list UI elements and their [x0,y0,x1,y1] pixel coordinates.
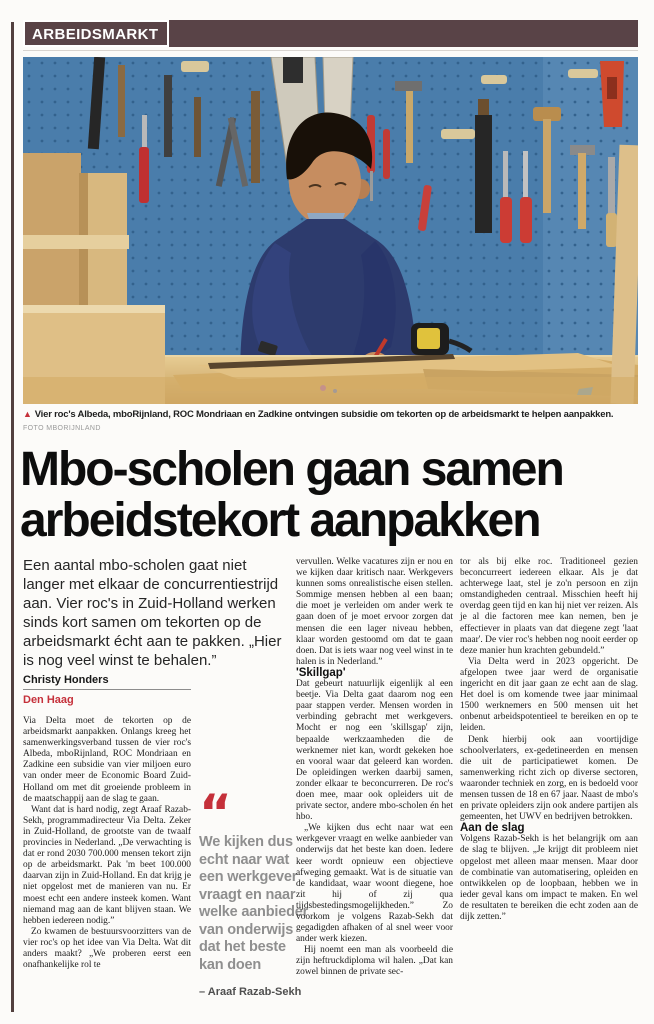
pull-quote-attribution: – Araaf Razab-Sekh [199,986,302,998]
paragraph: „We kijken dus echt naar wat een werkgever vraagt en welke aanbieder van onderwijs dat het beste kan doen. Iedere keer wordt opnieuw een objectieve afweging gemaakt. Wat is de situatie van de kandidaat, waar woont diegene, hoe zit hij of zij qua tijdsbestedingsmogelijkheden.” Zo voorkom je volgens Razab-Sekh dat gegadigden afhaken of al snel weer voor ander werk kiezen. [296,823,453,945]
column-3 [460,557,638,923]
subhead-skillgap: 'Skillgap' [296,666,346,679]
quote-mark-icon: “ [199,784,229,842]
column-1 [23,716,191,971]
subhead-aan-de-slag: Aan de slag [460,822,525,835]
section-bar-underline [23,50,638,51]
headline-line2: arbeidstekort aanpakken [20,494,540,547]
article-lede: Een aantal mbo-scholen gaat niet langer met elkaar de concurrentiestrijd aan. Vier roc's in Zuid-Holland werken sinds kort samen om tekorten op de arbeidsmarkt écht aan te pakken. „Hier is nog veel winst te behalen.” [23,557,282,669]
byline-location: Den Haag [23,694,74,706]
headline-line1: Mbo-scholen gaan samen [20,443,563,496]
article-headline [20,444,645,546]
workshop-photo-illustration [23,57,638,404]
paragraph: Via Delta werd in 2023 opgericht. De afgelopen twee jaar werd de organisatie ingericht en dit jaar gaan ze echt aan de slag. Het doel is om komende twee jaar minimaal 1500 werknemers en 500 mensen uit het onbenut arbeidspotentieel te bereiken en op te leiden. [460,656,638,734]
photo-caption [23,409,641,420]
section-bar [23,20,638,47]
paragraph: Zo kwamen de bestuursvoorzitters van de vier roc's op het idee van Via Delta. Wat dit anders maakt? „We proberen eerst een onafhankelijke rol te [23,926,191,971]
photo-credit: FOTO MBORIJNLAND [23,425,101,432]
byline-rule [23,689,191,690]
paragraph: tor als bij elke roc. Traditioneel gezien beconcurreert iedereen elkaar. Als je dat achterwege laat, stel je zo'n persoon en zijn omstandigheden centraal. Misschien heeft hij overdag geen tijd en kan hij niet ver reizen. Als je al die factoren mee kan nemen, ben je effectiever in plaats van dat diegene zegt 'laat maar'. De vier roc's hebben nog nooit eerder op deze manier hun krachten gebundeld.” [460,557,638,656]
paragraph: Denk hierbij ook aan voortijdige schoolverlaters, ex-gedetineerden en mensen die uit de participatiewet komen. De samenwerking richt zich op diverse sectoren, waaronder techniek en zorg, en is bedoeld voor mensen tussen de 18 en 67 jaar. Naast de mbo's en private opleiders zijn ook andere partijen als gemeenten, het UWV en bedrijven betrokken. [460,734,638,823]
article-body [23,556,638,1018]
paragraph: Dat gebeurt natuurlijk eigenlijk al een beetje. Via Delta gaat daarom nog een paar stappen verder. Mensen worden in verbinding gebracht met werkgevers. Mocht er nog een 'skillsgap' zijn, bepaalde werkzaamheden die de werknemer niet kan, wordt gekeken hoe en vooral waar dat geleerd kan worden. De opleidingen werken daarbij samen, zonder elkaar te beconcurreren. De roc's doen mee, maar ook opleiders uit de private sector, andere mbo-scholen én het hbo. [296,679,453,823]
paragraph: Want dat is hard nodig, zegt Araaf Razab-Sekh, programmadirecteur Via Delta. Zeker in Zuid-Holland, de grootste van de twaalf provincies in Nederland. „De verwachting is dat er rond 2030 700.000 mensen tekort zijn op de arbeidsmarkt. Pak 'm beet 100.000 daarvan zijn in Zuid-Holland. En dat krijg je niet opgelost met de manieren van nu. Er moest echt een andere insteek komen. Want niemand mag aan de kant blijven staan. We hebben iedereen nodig.” [23,804,191,926]
paragraph: Hij noemt een man als voorbeeld die zijn heftruckdiploma wil halen. „Dat kan zowel binnen de private sec- [296,945,453,978]
column-2 [296,557,453,979]
paragraph: Volgens Razab-Sekh is het belangrijk om aan de slag te blijven. „Je krijgt dit probleem niet opgelost met alleen maar mensen. Maar door de combinatie van automatisering, opleiden en ontwikkelen op de loopbaan, hebben we in ieder geval kans om impact te maken. En wel de resultaten te bereiken die echt zoden aan de dijk zetten.” [460,834,638,922]
byline-author: Christy Honders [23,674,109,686]
article-photo [23,57,638,404]
byline-block [23,674,191,706]
page-left-rule [11,22,14,1012]
section-label: ARBEIDSMARKT [23,20,169,47]
paragraph: Via Delta moet de tekorten op de arbeidsmarkt aanpakken. Onlangs kreeg het samenwerkingsverband tussen de vier roc's Albeda, mboRijnland, ROC Mondriaan en Zadkine een subsidie van vier miljoen euro van onder meer de Economic Board Zuid-Holland om met dit groeiende probleem in de maatschappij aan de slag te gaan. [23,716,191,804]
pull-quote-text: We kijken dus echt naar wat een werkgever vraagt en naar welke aanbieder van onderwijs dat het beste kan doen [199,834,309,973]
photo-caption-text: Vier roc's Albeda, mboRijnland, ROC Mondriaan en Zadkine ontvingen subsidie om tekorten op de arbeidsmarkt te helpen aanpakken. [34,409,614,420]
paragraph: vervullen. Welke vacatures zijn er nou en we kijken daar kritisch naar. Werkgevers kunnen soms onrealistische eisen stellen. Sommige mensen hebben al een baan; die moet je verleiden om ander werk te gaan doen of je moet ervoor zorgen dat mensen die een lager niveau hebben, klaar worden gestoomd om dat te gaan doen. Dat is iets waar nog veel winst in te halen is in Nederland.” [296,557,453,667]
caption-marker-icon: ▲ [23,409,32,419]
